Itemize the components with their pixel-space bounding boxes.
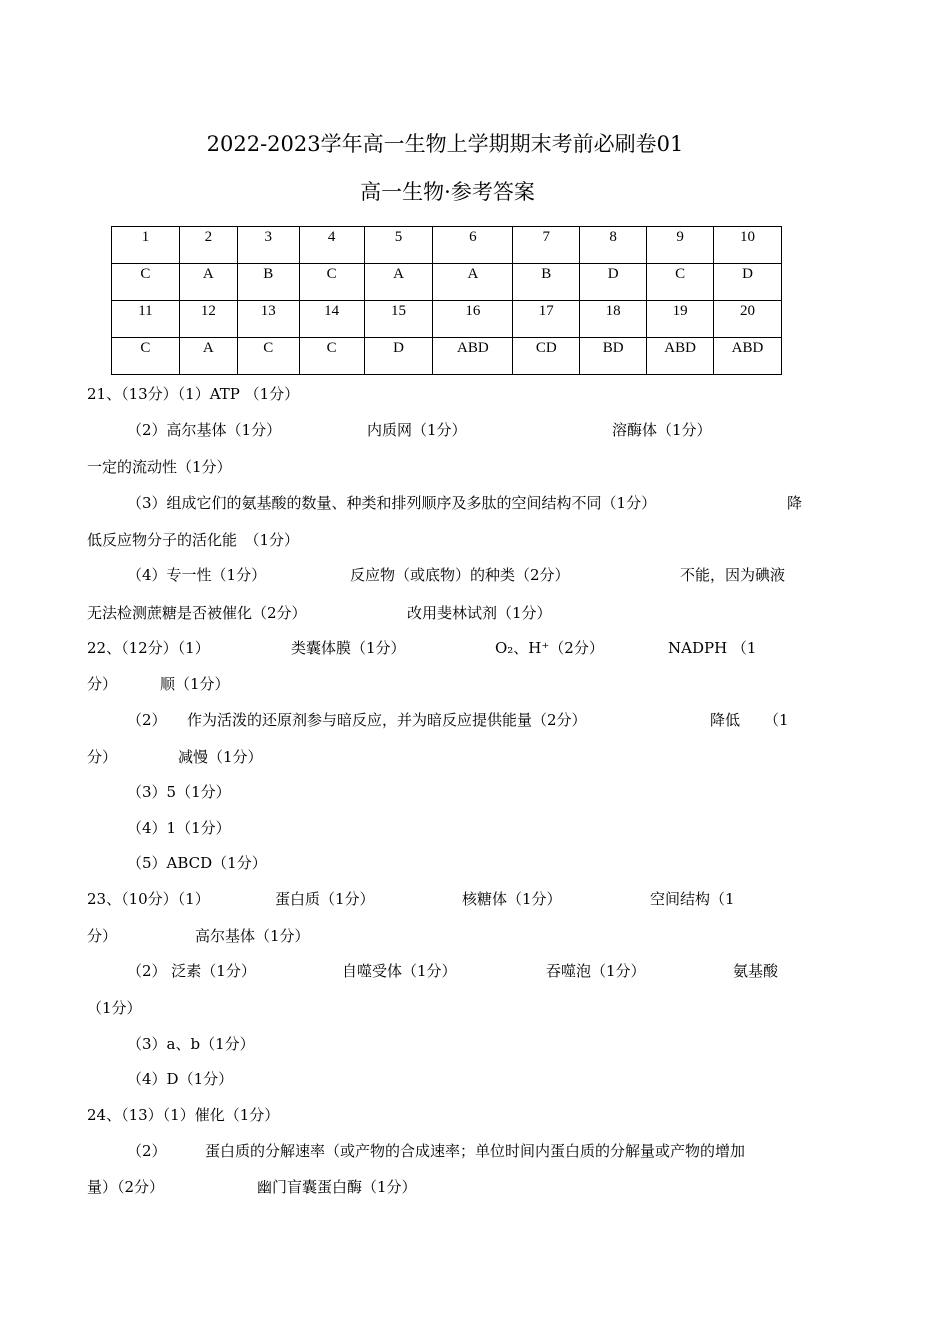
q22-line-6: （4）1（1分） [127,819,231,837]
q22-sub2-label: （2） [127,711,167,729]
question-number-cell: 13 [237,301,299,338]
q23-answer-golgi: 高尔基体（1分） [195,927,310,945]
answer-cell: D [580,264,647,301]
question-number-cell: 12 [179,301,237,338]
q22-answer-o2-h: O₂、H⁺（2分） [495,639,604,657]
answer-cell: C [112,264,180,301]
question-number-cell: 19 [647,301,714,338]
q23-answer-autophagy-receptor: 自噬受体（1分） [342,962,457,980]
q22-answer-nadph: NADPH （1 [668,639,757,657]
question-number-cell: 15 [364,301,433,338]
answer-cell: C [299,338,364,375]
q23-answer-ubiquitin: （2） 泛素（1分） [127,962,256,980]
question-number-row [112,301,782,338]
q23-answer-spatial: 空间结构（1 [650,890,735,908]
q22-line-5: （3）5（1分） [127,783,231,801]
question-number-cell: 16 [433,301,513,338]
q21-answer-golgi: （2）高尔基体（1分） [127,421,282,439]
q21-answer-4d: 无法检测蔗糖是否被催化（2分） [87,604,307,622]
answer-table-body [112,227,782,375]
q23-cont: 分） [87,927,118,945]
answer-cell: D [714,264,782,301]
answer-cell: BD [580,338,647,375]
question-number-cell: 8 [580,227,647,264]
question-number-cell: 11 [112,301,180,338]
q21-answer-lysosome: 溶酶体（1分） [612,421,712,439]
answer-cell: C [647,264,714,301]
answer-cell: C [299,264,364,301]
q22-label: 22、（12分）（1） [87,639,210,657]
q22-cont-2: 分） [87,748,118,766]
q21-answer-4e: 改用斐林试剂（1分） [407,604,552,622]
q23-line-4: （1分） [87,999,142,1017]
q23-answer-amino-acid: 氨基酸 [733,962,779,980]
q24-line-1: 24、（13）（1）催化（1分） [87,1106,280,1124]
q22-answer-reductant: 作为活泼的还原剂参与暗反应，并为暗反应提供能量（2分） [187,711,587,729]
q23-answer-ribosome: 核糖体（1分） [462,890,562,908]
question-number-cell: 2 [179,227,237,264]
q23-answer-phagophore: 吞噬泡（1分） [546,962,646,980]
page-subtitle: 高一生物·参考答案 [360,180,535,204]
answer-cell: B [513,264,580,301]
q22-answer-decrease-score: （1 [764,711,789,729]
q21-line-5: 低反应物分子的活化能 （1分） [87,531,300,549]
question-number-cell: 3 [237,227,299,264]
question-number-cell: 4 [299,227,364,264]
q22-answer-thylakoid: 类囊体膜（1分） [291,639,406,657]
q23-line-6: （4）D（1分） [127,1070,234,1088]
question-number-cell: 14 [299,301,364,338]
q21-answer-4a: （4）专一性（1分） [127,566,267,584]
q21-answer-3: （3）组成它们的氨基酸的数量、种类和排列顺序及多肽的空间结构不同（1分） [127,494,657,512]
q24-answer-pyloric-protease: 幽门盲囊蛋白酶（1分） [257,1178,417,1196]
answer-cell: D [364,338,433,375]
q23-answer-protein: 蛋白质（1分） [275,890,375,908]
answer-cell: ABD [647,338,714,375]
q22-answer-decrease: 降低 [710,711,741,729]
answer-cell: B [237,264,299,301]
q21-answer-3-cont: 降 [787,494,803,512]
answer-cell: A [179,264,237,301]
question-number-cell: 10 [714,227,782,264]
q24-sub2-label: （2） [127,1142,167,1160]
question-number-cell: 1 [112,227,180,264]
q22-cont: 分） [87,675,118,693]
answer-cell: CD [513,338,580,375]
q23-line-5: （3）a、b（1分） [127,1035,255,1053]
answer-row [112,264,782,301]
q22-answer-slow: 减慢（1分） [178,748,263,766]
answer-table [111,226,782,375]
answer-cell: C [112,338,180,375]
answer-cell: A [433,264,513,301]
question-number-cell: 17 [513,301,580,338]
q24-answer-rate: 蛋白质的分解速率（或产物的合成速率；单位时间内蛋白质的分解量或产物的增加 [205,1142,746,1160]
q22-line-7: （5）ABCD（1分） [127,854,267,872]
answer-row [112,338,782,375]
q21-line-1: 21、（13分）（1）ATP （1分） [87,385,300,403]
question-number-cell: 5 [364,227,433,264]
answer-cell: ABD [714,338,782,375]
q21-line-3: 一定的流动性（1分） [87,458,232,476]
question-number-cell: 20 [714,301,782,338]
q22-answer-shun: 顺（1分） [160,675,230,693]
q21-answer-4b: 反应物（或底物）的种类（2分） [350,566,570,584]
q24-answer-rate-cont: 量）（2分） [87,1178,165,1196]
answer-cell: ABD [433,338,513,375]
question-number-cell: 9 [647,227,714,264]
q23-label: 23、（10分）（1） [87,890,210,908]
question-number-cell: 6 [433,227,513,264]
q21-answer-4c: 不能，因为碘液 [680,566,786,584]
page-title: 2022-2023学年高一生物上学期期末考前必刷卷01 [206,132,684,156]
question-number-cell: 18 [580,301,647,338]
answer-cell: A [179,338,237,375]
question-number-row [112,227,782,264]
answer-cell: C [237,338,299,375]
question-number-cell: 7 [513,227,580,264]
q21-answer-er: 内质网（1分） [367,421,467,439]
answer-cell: A [364,264,433,301]
